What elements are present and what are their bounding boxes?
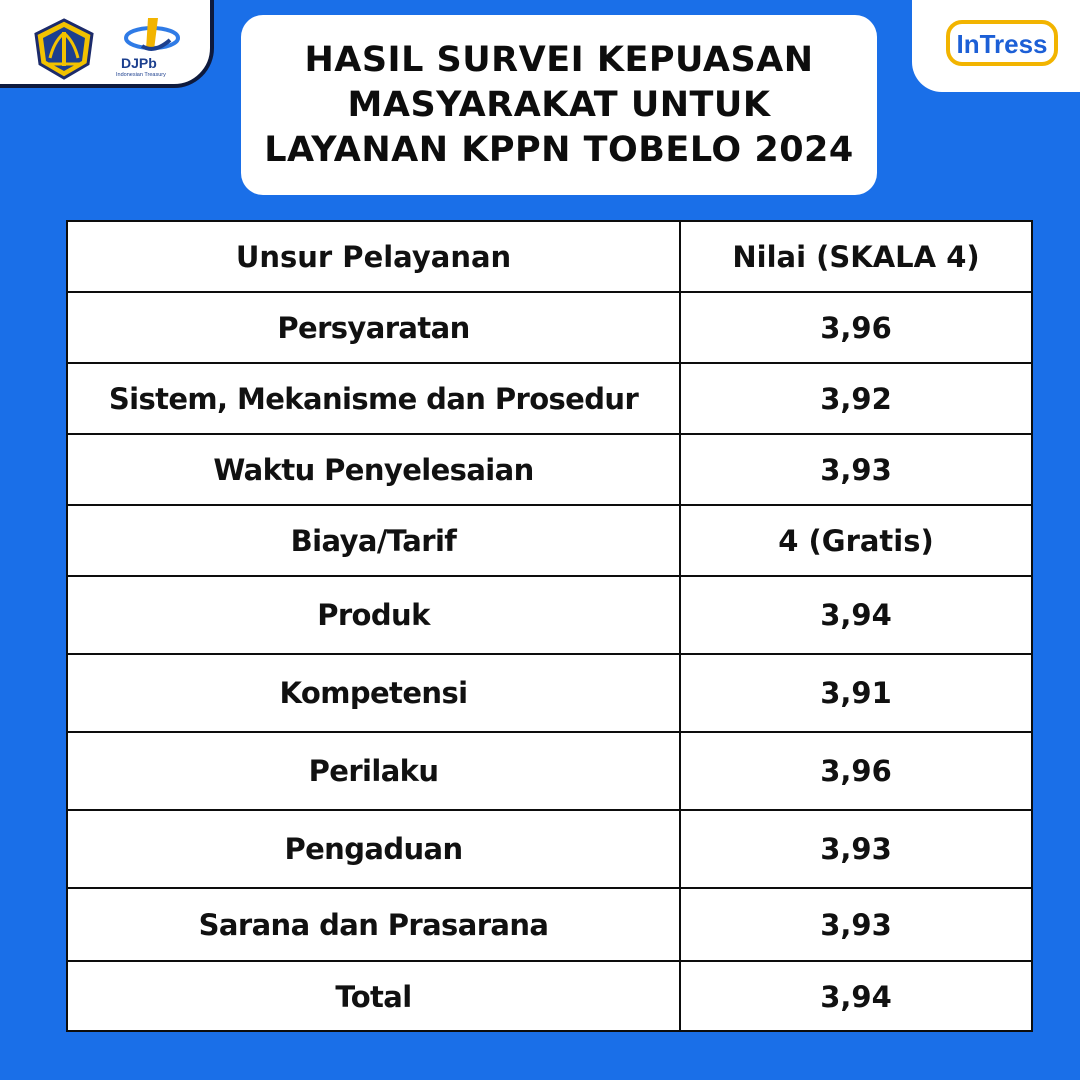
table-row-total (68, 961, 1031, 1032)
cell-unsur: Kompetensi (68, 654, 680, 732)
title-line-2: MASYARAKAT UNTUK (347, 84, 771, 125)
cell-unsur: Total (68, 961, 680, 1032)
cell-unsur: Persyaratan (68, 292, 680, 363)
survey-results-table (66, 220, 1033, 1032)
cell-unsur: Sistem, Mekanisme dan Prosedur (68, 363, 680, 434)
header-nilai: Nilai (SKALA 4) (680, 222, 1031, 292)
page-title (259, 38, 859, 173)
cell-nilai: 3,96 (680, 292, 1031, 363)
title-box (241, 15, 877, 195)
table-row (68, 732, 1031, 810)
cell-unsur: Biaya/Tarif (68, 505, 680, 576)
cell-nilai: 3,94 (680, 961, 1031, 1032)
cell-unsur: Pengaduan (68, 810, 680, 888)
cell-unsur: Sarana dan Prasarana (68, 888, 680, 961)
table-row (68, 363, 1031, 434)
cell-nilai: 3,93 (680, 434, 1031, 505)
cell-unsur: Waktu Penyelesaian (68, 434, 680, 505)
table-row (68, 576, 1031, 654)
title-line-1: HASIL SURVEI KEPUASAN (304, 39, 814, 80)
cell-nilai: 3,93 (680, 810, 1031, 888)
intress-logo-text: InTress (956, 29, 1048, 59)
table-header-row (68, 222, 1031, 292)
header-unsur: Unsur Pelayanan (68, 222, 680, 292)
title-line-3: LAYANAN KPPN TOBELO 2024 (264, 129, 854, 170)
table-row (68, 654, 1031, 732)
table-row (68, 292, 1031, 363)
cell-nilai: 3,93 (680, 888, 1031, 961)
djpb-logo-subtext: Indonesian Treasury (116, 72, 166, 78)
cell-unsur: Produk (68, 576, 680, 654)
cell-nilai: 3,96 (680, 732, 1031, 810)
cell-unsur: Perilaku (68, 732, 680, 810)
table-row (68, 505, 1031, 576)
cell-nilai: 4 (Gratis) (680, 505, 1031, 576)
cell-nilai: 3,94 (680, 576, 1031, 654)
djpb-logo-text: DJPb (121, 55, 157, 71)
cell-nilai: 3,91 (680, 654, 1031, 732)
cell-nilai: 3,92 (680, 363, 1031, 434)
table-row (68, 434, 1031, 505)
table-row (68, 810, 1031, 888)
table-row (68, 888, 1031, 961)
intress-logo-icon (946, 18, 1058, 72)
intress-logo-card (912, 0, 1080, 92)
kemenkeu-logo-icon (32, 18, 96, 84)
